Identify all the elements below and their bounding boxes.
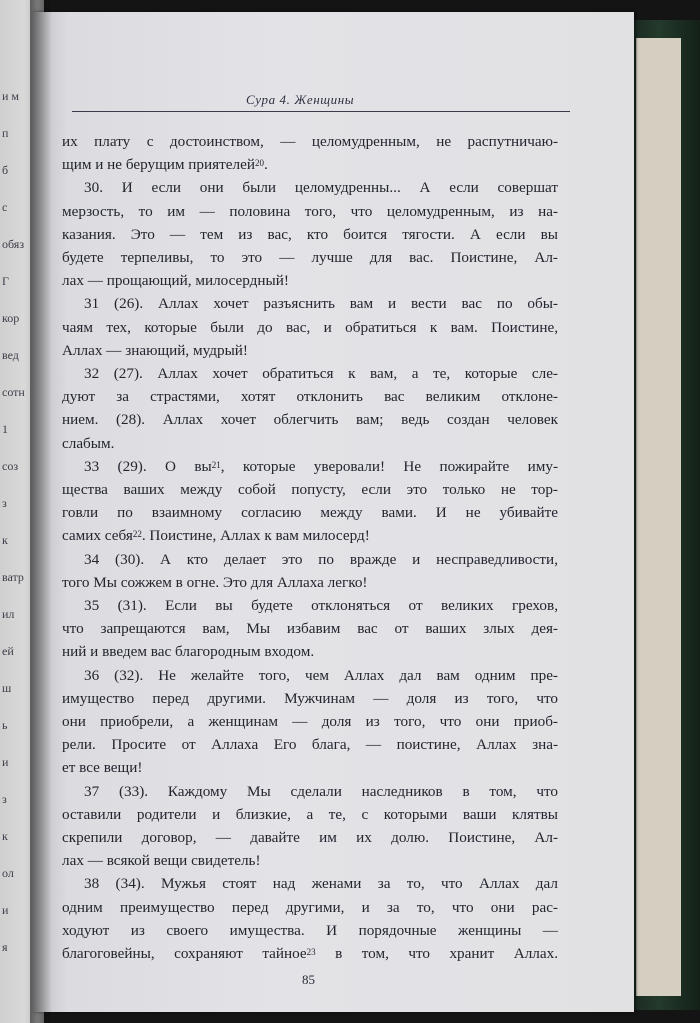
text-line-content: лах — прощающий, милосердный!: [62, 272, 289, 290]
text-line-content: слабым.: [62, 434, 115, 452]
text-line-continuation: , которые уверовали! Не пожирайте иму-: [220, 457, 558, 475]
left-page-fragment: к: [2, 533, 8, 547]
text-line-content: чаям тех, которые были до вас, и обратиться к вам. Поистине,: [62, 318, 558, 336]
text-line-content: того Мы сожжем в огне. Это для Аллаха легко!: [62, 573, 368, 591]
text-line-content: их плату с достоинством, — целомудренным, не распутничаю-: [62, 133, 558, 150]
left-page-fragment: соз: [2, 459, 19, 473]
text-line: [84, 666, 558, 688]
left-page-fragment: б: [2, 163, 9, 177]
left-page-fragment: я: [2, 940, 8, 954]
text-line-content: одним преимущество перед другими, и за то, что они рас-: [62, 898, 558, 916]
text-line: [62, 944, 558, 966]
text-line-content: 35 (31). Если вы будете отклоняться от великих грехов,: [84, 597, 558, 614]
left-page-fragment: и: [2, 755, 9, 769]
text-line: [84, 364, 558, 386]
text-line-content: лах — всякой вещи свидетель!: [62, 852, 261, 870]
left-page-fragment: обяз: [2, 237, 25, 251]
text-line-content: 36 (32). Не желайте того, чем Аллах дал вам одним пре-: [84, 666, 558, 684]
text-line-content: оставили родители и близкие, а те, с которыми ваши клятвы: [62, 805, 558, 823]
text-line: [62, 619, 558, 641]
text-line: [62, 202, 558, 224]
footnote-marker: 20: [254, 158, 264, 169]
text-line: [62, 271, 558, 293]
text-line-content: 30. И если они были целомудренны... А если совершат: [84, 179, 558, 197]
text-line-content: 37 (33). Каждому Мы сделали наследников в том, что: [84, 782, 558, 800]
text-line-content: самих себя: [62, 527, 133, 545]
text-line: [84, 178, 558, 200]
text-line: [62, 225, 558, 247]
text-line: [62, 642, 558, 664]
footnote-marker: 22: [132, 529, 142, 540]
text-line-content: рели. Просите от Аллаха Его блага, — поистине, Аллах зна-: [62, 736, 558, 754]
text-line: [62, 898, 558, 920]
text-line: [62, 805, 558, 827]
text-line-content: дуют за страстями, хотят отклонить вас великим отклоне-: [62, 388, 558, 406]
text-line-continuation: . Поистине, Аллах к вам милосерд!: [141, 527, 370, 545]
text-line-content: ний и введем вас благородным входом.: [62, 643, 315, 661]
left-page-fragment: з: [2, 496, 7, 510]
left-page-fragment: и м: [2, 89, 20, 103]
text-line-content: ходуют из своего имущества. И порядочные женщины —: [62, 921, 558, 939]
left-page-fragment: с: [2, 200, 8, 214]
footnote-marker: 23: [306, 947, 316, 957]
text-line: [62, 689, 558, 711]
text-line: [84, 782, 558, 804]
gutter-shadow: [30, 0, 52, 1023]
left-page-fragment: к: [2, 829, 8, 843]
text-line: [62, 851, 558, 873]
text-line-content: они приобрели, а женщинам — доля из того, что они приоб-: [62, 713, 558, 730]
text-line: [84, 294, 558, 316]
text-line: [62, 132, 558, 154]
text-line: [84, 550, 558, 572]
text-line-content: 32 (27). Аллах хочет обратиться к вам, а те, которые сле-: [84, 365, 558, 382]
text-line: [62, 712, 558, 734]
text-line: [84, 457, 558, 479]
text-line: [62, 387, 558, 409]
page-number: 85: [302, 972, 315, 987]
text-line-content: щества ваших между собой попусту, если это только не тор-: [62, 481, 558, 498]
header-rule: [72, 111, 570, 112]
text-line: [62, 921, 558, 943]
text-line-content: говли по взаимному согласию между вами. И не убивайте: [62, 504, 558, 522]
text-line-content: будете терпеливы, то это — лучше для вас. Поистине, Ал-: [62, 249, 558, 266]
text-line: [62, 318, 558, 340]
text-line-content: 31 (26). Аллах хочет разъяснить вам и вести вас по обы-: [84, 295, 558, 313]
text-line-content: нием. (28). Аллах хочет облегчить вам; ведь создан человек: [62, 411, 558, 429]
left-page-fragment: кор: [2, 311, 20, 325]
running-head: Сура 4. Женщины: [246, 92, 355, 107]
text-line-content: скрепили договор, — давайте им их долю. Поистине, Ал-: [62, 829, 558, 846]
left-page-fragment: ш: [2, 681, 12, 695]
text-line-content: мерзость, то им — половина того, что целомудренным, из на-: [62, 202, 558, 220]
text-line: [62, 828, 558, 850]
text-line-content: 38 (34). Мужья стоят над женами за то, что Аллах дал: [84, 875, 558, 893]
text-line: [84, 596, 558, 618]
text-line: [62, 526, 558, 548]
text-line: [62, 480, 558, 502]
text-line: [62, 410, 558, 432]
left-page-fragment: сотн: [2, 385, 25, 399]
text-line-content: Аллах — знающий, мудрый!: [62, 341, 248, 359]
left-page-fragment: и: [2, 903, 9, 917]
left-page-fragment: ил: [2, 607, 15, 621]
text-line-content: что запрещаются вам, Мы избавим вас от ваших злых дея-: [62, 620, 558, 638]
text-line: [62, 434, 558, 456]
text-line-content: благоговейны, сохраняют тайное: [62, 945, 307, 962]
text-line: [62, 248, 558, 270]
text-line-continuation: в том, что хранит Аллах.: [315, 945, 558, 962]
text-line-continuation: .: [263, 156, 268, 174]
text-line: [84, 874, 558, 896]
text-line: [62, 758, 558, 780]
text-line-content: ет все вещи!: [62, 759, 143, 777]
text-line: [62, 341, 558, 363]
left-page-fragment: п: [2, 126, 9, 140]
left-page-fragment: ь: [2, 718, 8, 732]
text-line: [62, 503, 558, 525]
page-stack-edges: [636, 38, 681, 996]
text-line-content: казания. Это — тем из вас, кто боится тягости. А если вы: [62, 225, 558, 243]
footnote-marker: 21: [211, 459, 221, 470]
left-page-fragment: ватр: [2, 570, 24, 584]
left-page-fragment: вед: [2, 348, 19, 362]
left-page-fragment: Г: [2, 274, 9, 288]
text-line: [62, 155, 558, 177]
text-line: [62, 735, 558, 757]
text-line-content: имущество перед другими. Мужчинам — доля из того, что: [62, 689, 558, 707]
left-page-fragment: ей: [2, 644, 14, 658]
text-line-content: щим и не берущим приятелей: [62, 156, 255, 174]
left-page-fragment: з: [2, 792, 7, 806]
text-line-content: 34 (30). А кто делает это по вражде и несправедливости,: [84, 550, 558, 568]
left-page-fragment: 1: [2, 422, 8, 436]
book-page: [32, 12, 634, 1012]
left-page-fragment: ол: [2, 866, 14, 880]
text-line-content: 33 (29). О вы: [84, 457, 212, 475]
text-line: [62, 573, 558, 595]
